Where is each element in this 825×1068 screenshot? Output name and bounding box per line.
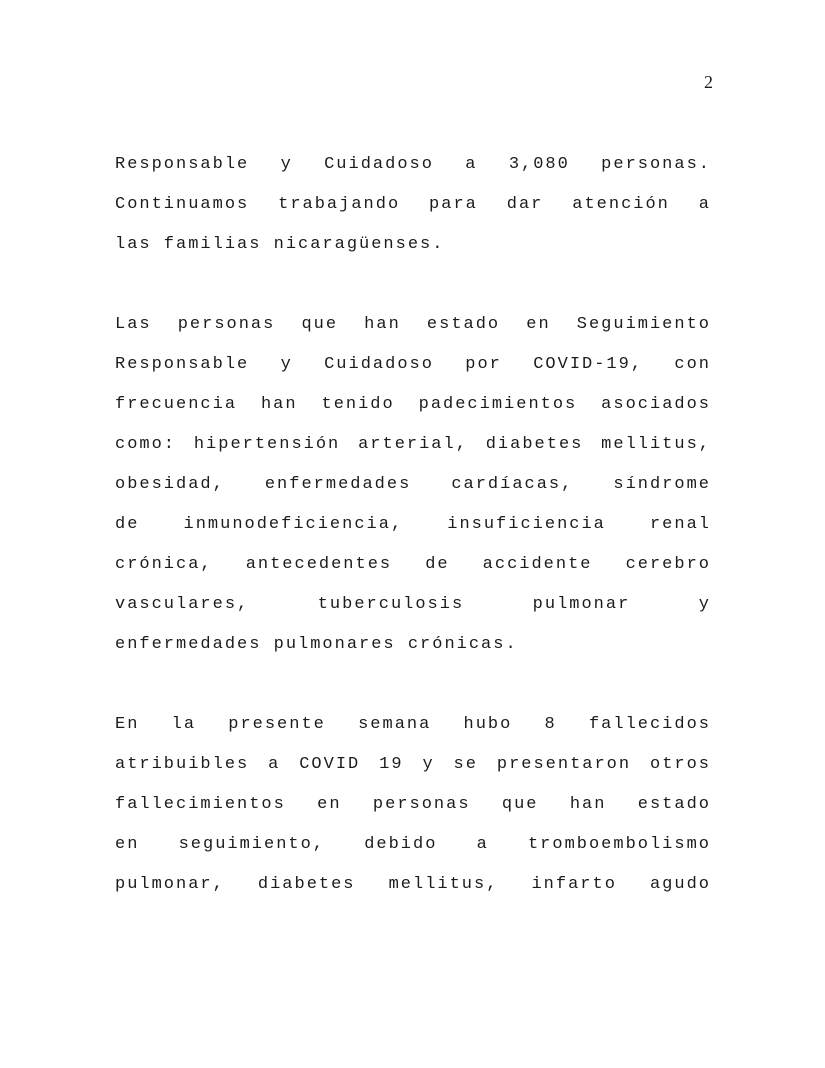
text-line: enfermedades pulmonares crónicas. — [115, 635, 518, 654]
text-line: en seguimiento, debido a tromboembolismo — [115, 835, 711, 854]
text-line: de inmunodeficiencia, insuficiencia renal — [115, 515, 711, 534]
text-line: crónica, antecedentes de accidente cerebro — [115, 555, 711, 574]
text-line: atribuibles a COVID 19 y se presentaron otros — [115, 755, 711, 774]
text-line: pulmonar, diabetes mellitus, infarto agudo — [115, 875, 711, 894]
paragraph — [115, 705, 711, 905]
text-line: frecuencia han tenido padecimientos asociados — [115, 395, 711, 414]
text-line: Las personas que han estado en Seguimiento — [115, 315, 711, 334]
text-line: Responsable y Cuidadoso a 3,080 personas. — [115, 155, 711, 174]
paragraph — [115, 305, 711, 665]
text-line: Continuamos trabajando para dar atención a — [115, 195, 711, 214]
text-line: como: hipertensión arterial, diabetes mellitus, — [115, 435, 711, 454]
page-number: 2 — [704, 72, 713, 92]
text-line: fallecimientos en personas que han estado — [115, 795, 711, 814]
document-body — [115, 145, 711, 945]
paragraph — [115, 145, 711, 265]
text-line: las familias nicaragüenses. — [115, 235, 445, 254]
text-line: vasculares, tuberculosis pulmonar y — [115, 595, 711, 614]
text-line: En la presente semana hubo 8 fallecidos — [115, 715, 711, 734]
text-line: Responsable y Cuidadoso por COVID-19, con — [115, 355, 711, 374]
text-line: obesidad, enfermedades cardíacas, síndrome — [115, 475, 711, 494]
